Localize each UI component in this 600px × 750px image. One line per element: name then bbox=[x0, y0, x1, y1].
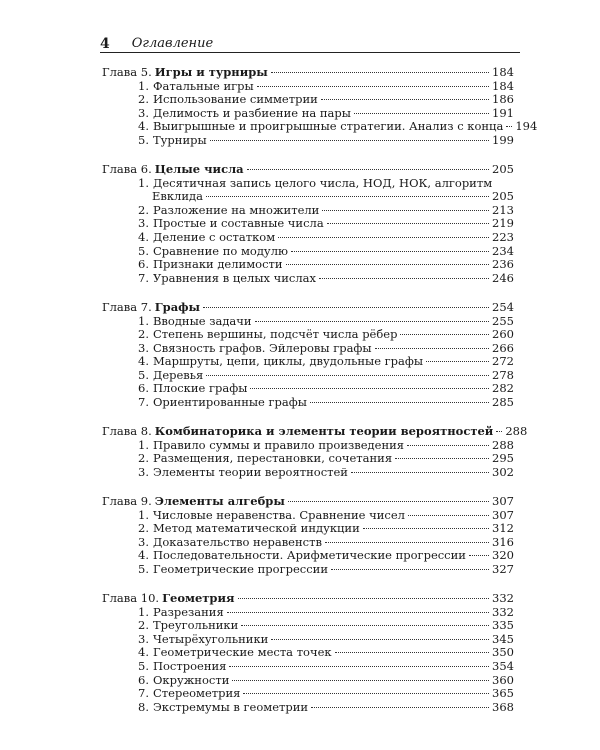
toc-section[interactable] bbox=[102, 355, 514, 369]
chapter-8 bbox=[102, 424, 528, 479]
section-number: 5. bbox=[138, 243, 149, 258]
section-title: Правило суммы и правило произведения bbox=[152, 437, 405, 452]
section-title: Последовательности. Арифметические прогрессии bbox=[152, 548, 466, 563]
toc-section[interactable] bbox=[102, 231, 514, 245]
section-page: 307 bbox=[492, 507, 514, 522]
toc-section[interactable] bbox=[102, 245, 514, 259]
dot-leader bbox=[506, 126, 512, 127]
toc-section[interactable] bbox=[102, 633, 514, 647]
toc-section[interactable] bbox=[102, 80, 514, 94]
chapter-page: 332 bbox=[492, 591, 514, 606]
section-title: Уравнения в целых числах bbox=[152, 270, 316, 285]
section-title: Экстремумы в геометрии bbox=[152, 699, 309, 714]
section-page: 285 bbox=[492, 395, 514, 410]
dot-leader bbox=[206, 196, 489, 197]
chapter-6 bbox=[102, 163, 514, 285]
section-number: 3. bbox=[138, 534, 149, 549]
section-title: Сравнение по модулю bbox=[152, 243, 289, 258]
dot-leader bbox=[325, 542, 489, 543]
dot-leader bbox=[354, 113, 489, 114]
section-number: 7. bbox=[138, 686, 149, 701]
section-title: Делимость и разбиение на пары bbox=[152, 105, 351, 120]
section-page: 350 bbox=[492, 645, 514, 660]
section-page: 368 bbox=[492, 699, 514, 714]
section-number: 4. bbox=[138, 230, 149, 245]
dot-leader bbox=[335, 652, 489, 653]
section-title-continued: Евклида bbox=[152, 189, 203, 204]
section-title: Признаки делимости bbox=[152, 257, 283, 272]
section-page: 312 bbox=[492, 521, 514, 536]
section-title: Плоские графы bbox=[152, 381, 248, 396]
toc-section[interactable] bbox=[102, 701, 514, 715]
section-page: 360 bbox=[492, 672, 514, 687]
toc-section[interactable] bbox=[102, 204, 514, 218]
section-number: 2. bbox=[138, 92, 149, 107]
section-number: 1. bbox=[138, 175, 149, 190]
section-number: 7. bbox=[138, 395, 149, 410]
dot-leader bbox=[206, 375, 489, 376]
section-number: 2. bbox=[138, 202, 149, 217]
section-title: Деревья bbox=[152, 367, 204, 382]
section-title: Связность графов. Эйлеровы графы bbox=[152, 340, 372, 355]
chapter-page: 288 bbox=[505, 424, 528, 439]
dot-leader bbox=[271, 639, 489, 640]
chapter-title: Геометрия bbox=[162, 591, 235, 606]
section-page: 302 bbox=[492, 464, 514, 479]
section-number: 4. bbox=[138, 645, 149, 660]
dot-leader bbox=[227, 612, 489, 613]
dot-leader bbox=[319, 278, 489, 279]
toc-section[interactable] bbox=[102, 606, 514, 620]
dot-leader bbox=[351, 472, 489, 473]
toc-section[interactable] bbox=[102, 452, 514, 466]
section-title: Числовые неравенства. Сравнение чисел bbox=[152, 507, 405, 522]
toc-section[interactable] bbox=[102, 466, 514, 480]
section-page: 327 bbox=[492, 562, 514, 576]
toc-section[interactable] bbox=[102, 549, 514, 563]
section-page: 365 bbox=[492, 686, 514, 701]
section-title: Стереометрия bbox=[152, 686, 241, 701]
chapter-prefix: Глава 8. bbox=[102, 424, 152, 439]
section-number: 6. bbox=[138, 672, 149, 687]
chapter-page: 205 bbox=[492, 162, 514, 177]
section-number: 2. bbox=[138, 327, 149, 342]
chapter-5 bbox=[102, 65, 538, 148]
toc-section[interactable] bbox=[102, 177, 514, 204]
dot-leader bbox=[426, 361, 489, 362]
page-number: 4 bbox=[100, 36, 110, 52]
section-number: 4. bbox=[138, 119, 149, 134]
section-page: 186 bbox=[492, 92, 514, 107]
section-title: Элементы теории вероятностей bbox=[152, 464, 348, 479]
dot-leader bbox=[278, 237, 489, 238]
running-header bbox=[100, 34, 520, 53]
section-page: 184 bbox=[492, 78, 514, 93]
section-page: 282 bbox=[492, 381, 514, 396]
toc-section[interactable] bbox=[102, 619, 514, 633]
section-number: 3. bbox=[138, 105, 149, 120]
section-title: Простые и составные числа bbox=[152, 216, 324, 231]
chapter-title: Графы bbox=[154, 299, 201, 314]
dot-leader bbox=[407, 445, 489, 446]
chapter-title: Комбинаторика и элементы теории вероятностей bbox=[154, 424, 494, 439]
section-title: Ориентированные графы bbox=[152, 395, 307, 410]
toc-section[interactable] bbox=[102, 382, 514, 396]
section-page: 332 bbox=[492, 604, 514, 619]
dot-leader bbox=[271, 72, 489, 73]
dot-leader bbox=[288, 501, 489, 502]
section-number: 1. bbox=[138, 437, 149, 452]
section-page: 223 bbox=[492, 230, 514, 245]
section-page: 288 bbox=[492, 437, 514, 452]
section-number: 2. bbox=[138, 618, 149, 633]
section-title: Размещения, перестановки, сочетания bbox=[152, 451, 393, 466]
section-title: Использование симметрии bbox=[152, 92, 318, 107]
chapter-prefix: Глава 10. bbox=[102, 591, 160, 606]
chapter-heading[interactable] bbox=[102, 424, 528, 439]
toc-section[interactable] bbox=[102, 315, 514, 329]
section-title: Разрезания bbox=[152, 604, 224, 619]
section-number: 3. bbox=[138, 464, 149, 479]
dot-leader bbox=[400, 334, 489, 335]
dot-leader bbox=[408, 515, 489, 516]
dot-leader bbox=[363, 528, 489, 529]
chapter-9 bbox=[102, 495, 514, 577]
section-title: Маршруты, цепи, циклы, двудольные графы bbox=[152, 354, 424, 369]
section-number: 4. bbox=[138, 354, 149, 369]
section-page: 236 bbox=[492, 257, 514, 272]
chapter-prefix: Глава 9. bbox=[102, 494, 152, 509]
section-page: 266 bbox=[492, 340, 514, 355]
dot-leader bbox=[327, 223, 489, 224]
section-page: 272 bbox=[492, 354, 514, 369]
section-number: 2. bbox=[138, 521, 149, 536]
dot-leader bbox=[375, 348, 489, 349]
toc-section[interactable] bbox=[102, 107, 514, 121]
toc-section[interactable] bbox=[102, 563, 514, 577]
section-title: Геометрические прогрессии bbox=[152, 562, 328, 576]
toc-section[interactable] bbox=[102, 217, 514, 231]
section-page: 345 bbox=[492, 631, 514, 646]
dot-leader bbox=[322, 210, 489, 211]
dot-leader bbox=[229, 666, 489, 667]
dot-leader bbox=[241, 625, 489, 626]
section-page: 260 bbox=[492, 327, 514, 342]
toc-section[interactable] bbox=[102, 119, 538, 134]
chapter-10 bbox=[102, 592, 514, 714]
toc-section[interactable] bbox=[102, 369, 514, 383]
chapter-heading[interactable] bbox=[102, 592, 514, 606]
section-page: 320 bbox=[492, 548, 514, 563]
section-title: Четырёхугольники bbox=[152, 631, 269, 646]
section-page: 354 bbox=[492, 659, 514, 674]
toc-section[interactable] bbox=[102, 439, 514, 453]
dot-leader bbox=[310, 402, 489, 403]
section-title: Разложение на множители bbox=[152, 202, 320, 217]
toc-section[interactable] bbox=[102, 258, 514, 272]
chapter-prefix: Глава 7. bbox=[102, 299, 152, 314]
table-of-contents bbox=[102, 65, 538, 730]
dot-leader bbox=[247, 169, 489, 170]
section-number: 1. bbox=[138, 78, 149, 93]
section-title: Геометрические места точек bbox=[152, 645, 332, 660]
section-title: Степень вершины, подсчёт числа рёбер bbox=[152, 327, 398, 342]
section-title: Фатальные игры bbox=[152, 78, 254, 93]
running-title: Оглавление bbox=[131, 36, 214, 51]
section-page: 234 bbox=[492, 243, 514, 258]
dot-leader bbox=[321, 99, 489, 100]
toc-section[interactable] bbox=[102, 674, 514, 688]
toc-section[interactable] bbox=[102, 396, 514, 410]
section-title: Турниры bbox=[152, 132, 207, 147]
section-number: 3. bbox=[138, 216, 149, 231]
section-page: 199 bbox=[492, 132, 514, 147]
chapter-heading[interactable] bbox=[102, 163, 514, 177]
section-number: 8. bbox=[138, 699, 149, 714]
dot-leader bbox=[257, 86, 489, 87]
toc-section[interactable] bbox=[102, 660, 514, 674]
chapter-heading[interactable] bbox=[102, 66, 514, 80]
section-page: 213 bbox=[492, 202, 514, 217]
section-title: Десятичная запись целого числа, НОД, НОК, алгоритм bbox=[152, 175, 493, 190]
section-title: Выигрышные и проигрышные стратегии. Анализ с конца bbox=[152, 119, 504, 134]
dot-leader bbox=[210, 140, 489, 141]
section-title: Вводные задачи bbox=[152, 313, 252, 328]
section-page: 205 bbox=[492, 189, 514, 204]
section-page: 295 bbox=[492, 451, 514, 466]
section-title: Метод математической индукции bbox=[152, 521, 360, 536]
chapter-prefix: Глава 6. bbox=[102, 162, 152, 177]
section-page: 219 bbox=[492, 216, 514, 231]
chapter-title: Элементы алгебры bbox=[154, 494, 285, 509]
dot-leader bbox=[311, 707, 489, 708]
section-number: 5. bbox=[138, 132, 149, 147]
toc-section[interactable] bbox=[102, 93, 514, 107]
section-number: 6. bbox=[138, 257, 149, 272]
chapter-page: 254 bbox=[492, 299, 514, 314]
toc-section[interactable] bbox=[102, 536, 514, 550]
toc-section[interactable] bbox=[102, 522, 514, 536]
dot-leader bbox=[291, 251, 489, 252]
section-title: Треугольники bbox=[152, 618, 239, 633]
section-number: 3. bbox=[138, 631, 149, 646]
chapter-7 bbox=[102, 301, 514, 410]
section-title: Доказательство неравенств bbox=[152, 534, 322, 549]
section-number: 5. bbox=[138, 367, 149, 382]
section-title: Деление с остатком bbox=[152, 230, 276, 245]
section-number: 1. bbox=[138, 507, 149, 522]
section-number: 5. bbox=[138, 562, 149, 576]
section-page: 191 bbox=[492, 105, 514, 120]
dot-leader bbox=[255, 321, 490, 322]
toc-section[interactable] bbox=[102, 509, 514, 523]
dot-leader bbox=[331, 569, 489, 570]
dot-leader bbox=[286, 264, 490, 265]
toc-section[interactable] bbox=[102, 328, 514, 342]
toc-section[interactable] bbox=[102, 687, 514, 701]
section-page: 246 bbox=[492, 270, 514, 285]
section-page: 194 bbox=[515, 119, 538, 134]
chapter-title: Игры и турниры bbox=[154, 65, 268, 79]
section-title: Построения bbox=[152, 659, 227, 674]
dot-leader bbox=[232, 680, 489, 681]
dot-leader bbox=[496, 431, 502, 432]
section-page: 316 bbox=[492, 534, 514, 549]
section-page: 278 bbox=[492, 367, 514, 382]
chapter-heading[interactable] bbox=[102, 301, 514, 315]
dot-leader bbox=[469, 555, 489, 556]
chapter-heading[interactable] bbox=[102, 495, 514, 509]
chapter-page: 307 bbox=[492, 494, 514, 509]
dot-leader bbox=[395, 458, 489, 459]
section-number: 7. bbox=[138, 270, 149, 285]
dot-leader bbox=[243, 693, 489, 694]
section-page: 335 bbox=[492, 618, 514, 633]
toc-section[interactable] bbox=[102, 342, 514, 356]
toc-section[interactable] bbox=[102, 272, 514, 286]
dot-leader bbox=[250, 388, 489, 389]
section-number: 3. bbox=[138, 340, 149, 355]
dot-leader bbox=[203, 307, 489, 308]
section-number: 5. bbox=[138, 659, 149, 674]
toc-section[interactable] bbox=[102, 646, 514, 660]
section-number: 2. bbox=[138, 451, 149, 466]
toc-section[interactable] bbox=[102, 134, 514, 148]
section-title: Окружности bbox=[152, 672, 230, 687]
section-number: 4. bbox=[138, 548, 149, 563]
section-page: 255 bbox=[492, 313, 514, 328]
chapter-page: 184 bbox=[492, 65, 514, 79]
chapter-prefix: Глава 5. bbox=[102, 65, 152, 79]
section-number: 1. bbox=[138, 604, 149, 619]
dot-leader bbox=[238, 598, 490, 599]
section-number: 1. bbox=[138, 313, 149, 328]
chapter-title: Целые числа bbox=[154, 162, 244, 177]
section-number: 6. bbox=[138, 381, 149, 396]
